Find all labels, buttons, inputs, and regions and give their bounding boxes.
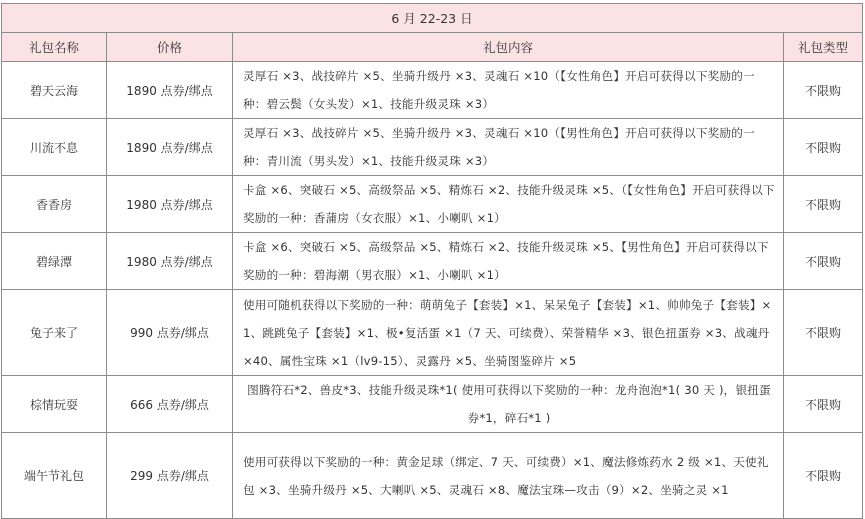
pack-type: 不限购 (784, 376, 863, 433)
pack-type: 不限购 (784, 290, 863, 376)
pack-type: 不限购 (784, 176, 863, 233)
table-row (2, 433, 863, 519)
table-row (2, 376, 863, 433)
pack-type: 不限购 (784, 119, 863, 176)
table-row (2, 290, 863, 376)
pack-name: 香香房 (2, 176, 107, 233)
pack-type: 不限购 (784, 433, 863, 519)
pack-content: 灵厚石 ×3、战技碎片 ×5、坐骑升级丹 ×3、灵魂石 ×10（【女性角色】开启可获得以下奖励的一种：碧云鬓（女头发）×1、技能升级灵珠 ×3） (233, 62, 784, 119)
table-row (2, 176, 863, 233)
pack-content: 使用可获得以下奖励的一种：黄金足球（绑定、7 天、可续费）×1、魔法修炼药水 2 级 ×1、天使礼包 ×3、坐骑升级丹 ×5、大喇叭 ×5、灵魂石 ×8、魔法宝珠—攻击（9）×2、坐骑之灵 ×1 (233, 433, 784, 519)
header-name: 礼包名称 (2, 33, 107, 62)
table-row (2, 233, 863, 290)
pack-price: 1980 点券/绑点 (107, 233, 233, 290)
pack-content: 卡盒 ×6、突破石 ×5、高级祭品 ×5、精炼石 ×2、技能升级灵珠 ×5、（【女性角色】开启可获得以下奖励的一种：香蒲房（女衣服）×1、小喇叭 ×1） (233, 176, 784, 233)
pack-price: 990 点券/绑点 (107, 290, 233, 376)
pack-name: 兔子来了 (2, 290, 107, 376)
gift-pack-table (1, 3, 863, 519)
table-title: 6 月 22-23 日 (2, 4, 863, 33)
table-title-row (2, 4, 863, 33)
table-header-row (2, 33, 863, 62)
header-price: 价格 (107, 33, 233, 62)
pack-content: 卡盒 ×6、突破石 ×5、高级祭品 ×5、精炼石 ×2、技能升级灵珠 ×5、【男性角色】开启可获得以下奖励的一种：碧海潮（男衣服）×1、小喇叭 ×1） (233, 233, 784, 290)
pack-type: 不限购 (784, 62, 863, 119)
pack-price: 1890 点券/绑点 (107, 62, 233, 119)
pack-name: 碧天云海 (2, 62, 107, 119)
pack-type: 不限购 (784, 233, 863, 290)
pack-name: 川流不息 (2, 119, 107, 176)
header-type: 礼包类型 (784, 33, 863, 62)
pack-price: 666 点券/绑点 (107, 376, 233, 433)
pack-name: 碧绿潭 (2, 233, 107, 290)
pack-name: 棕情玩耍 (2, 376, 107, 433)
table-row (2, 62, 863, 119)
pack-content: 灵厚石 ×3、战技碎片 ×5、坐骑升级丹 ×3、灵魂石 ×10（【男性角色】开启可获得以下奖励的一种：青川流（男头发）×1、技能升级灵珠 ×3） (233, 119, 784, 176)
pack-price: 299 点券/绑点 (107, 433, 233, 519)
pack-content: 使用可随机获得以下奖励的一种：萌萌兔子【套装】×1、呆呆兔子【套装】×1、帅帅兔子【套装】×1、跳跳兔子【套装】×1、极•复活蛋 ×1（7 天、可续费）、荣誉精华 ×3、银色扭蛋券 ×3、战魂丹 ×40、属性宝珠 ×1（lv9-15）、灵露丹 ×5、坐骑图鉴碎片 ×5 (233, 290, 784, 376)
pack-price: 1890 点券/绑点 (107, 119, 233, 176)
pack-price: 1980 点券/绑点 (107, 176, 233, 233)
pack-content: 图腾符石*2、兽皮*3、技能升级灵珠*1( 使用可获得以下奖励的一种：龙舟泡泡*1( 30 天 )，银扭蛋券*1，碎石*1 ) (233, 376, 784, 433)
header-content: 礼包内容 (233, 33, 784, 62)
pack-name: 端午节礼包 (2, 433, 107, 519)
table-row (2, 119, 863, 176)
